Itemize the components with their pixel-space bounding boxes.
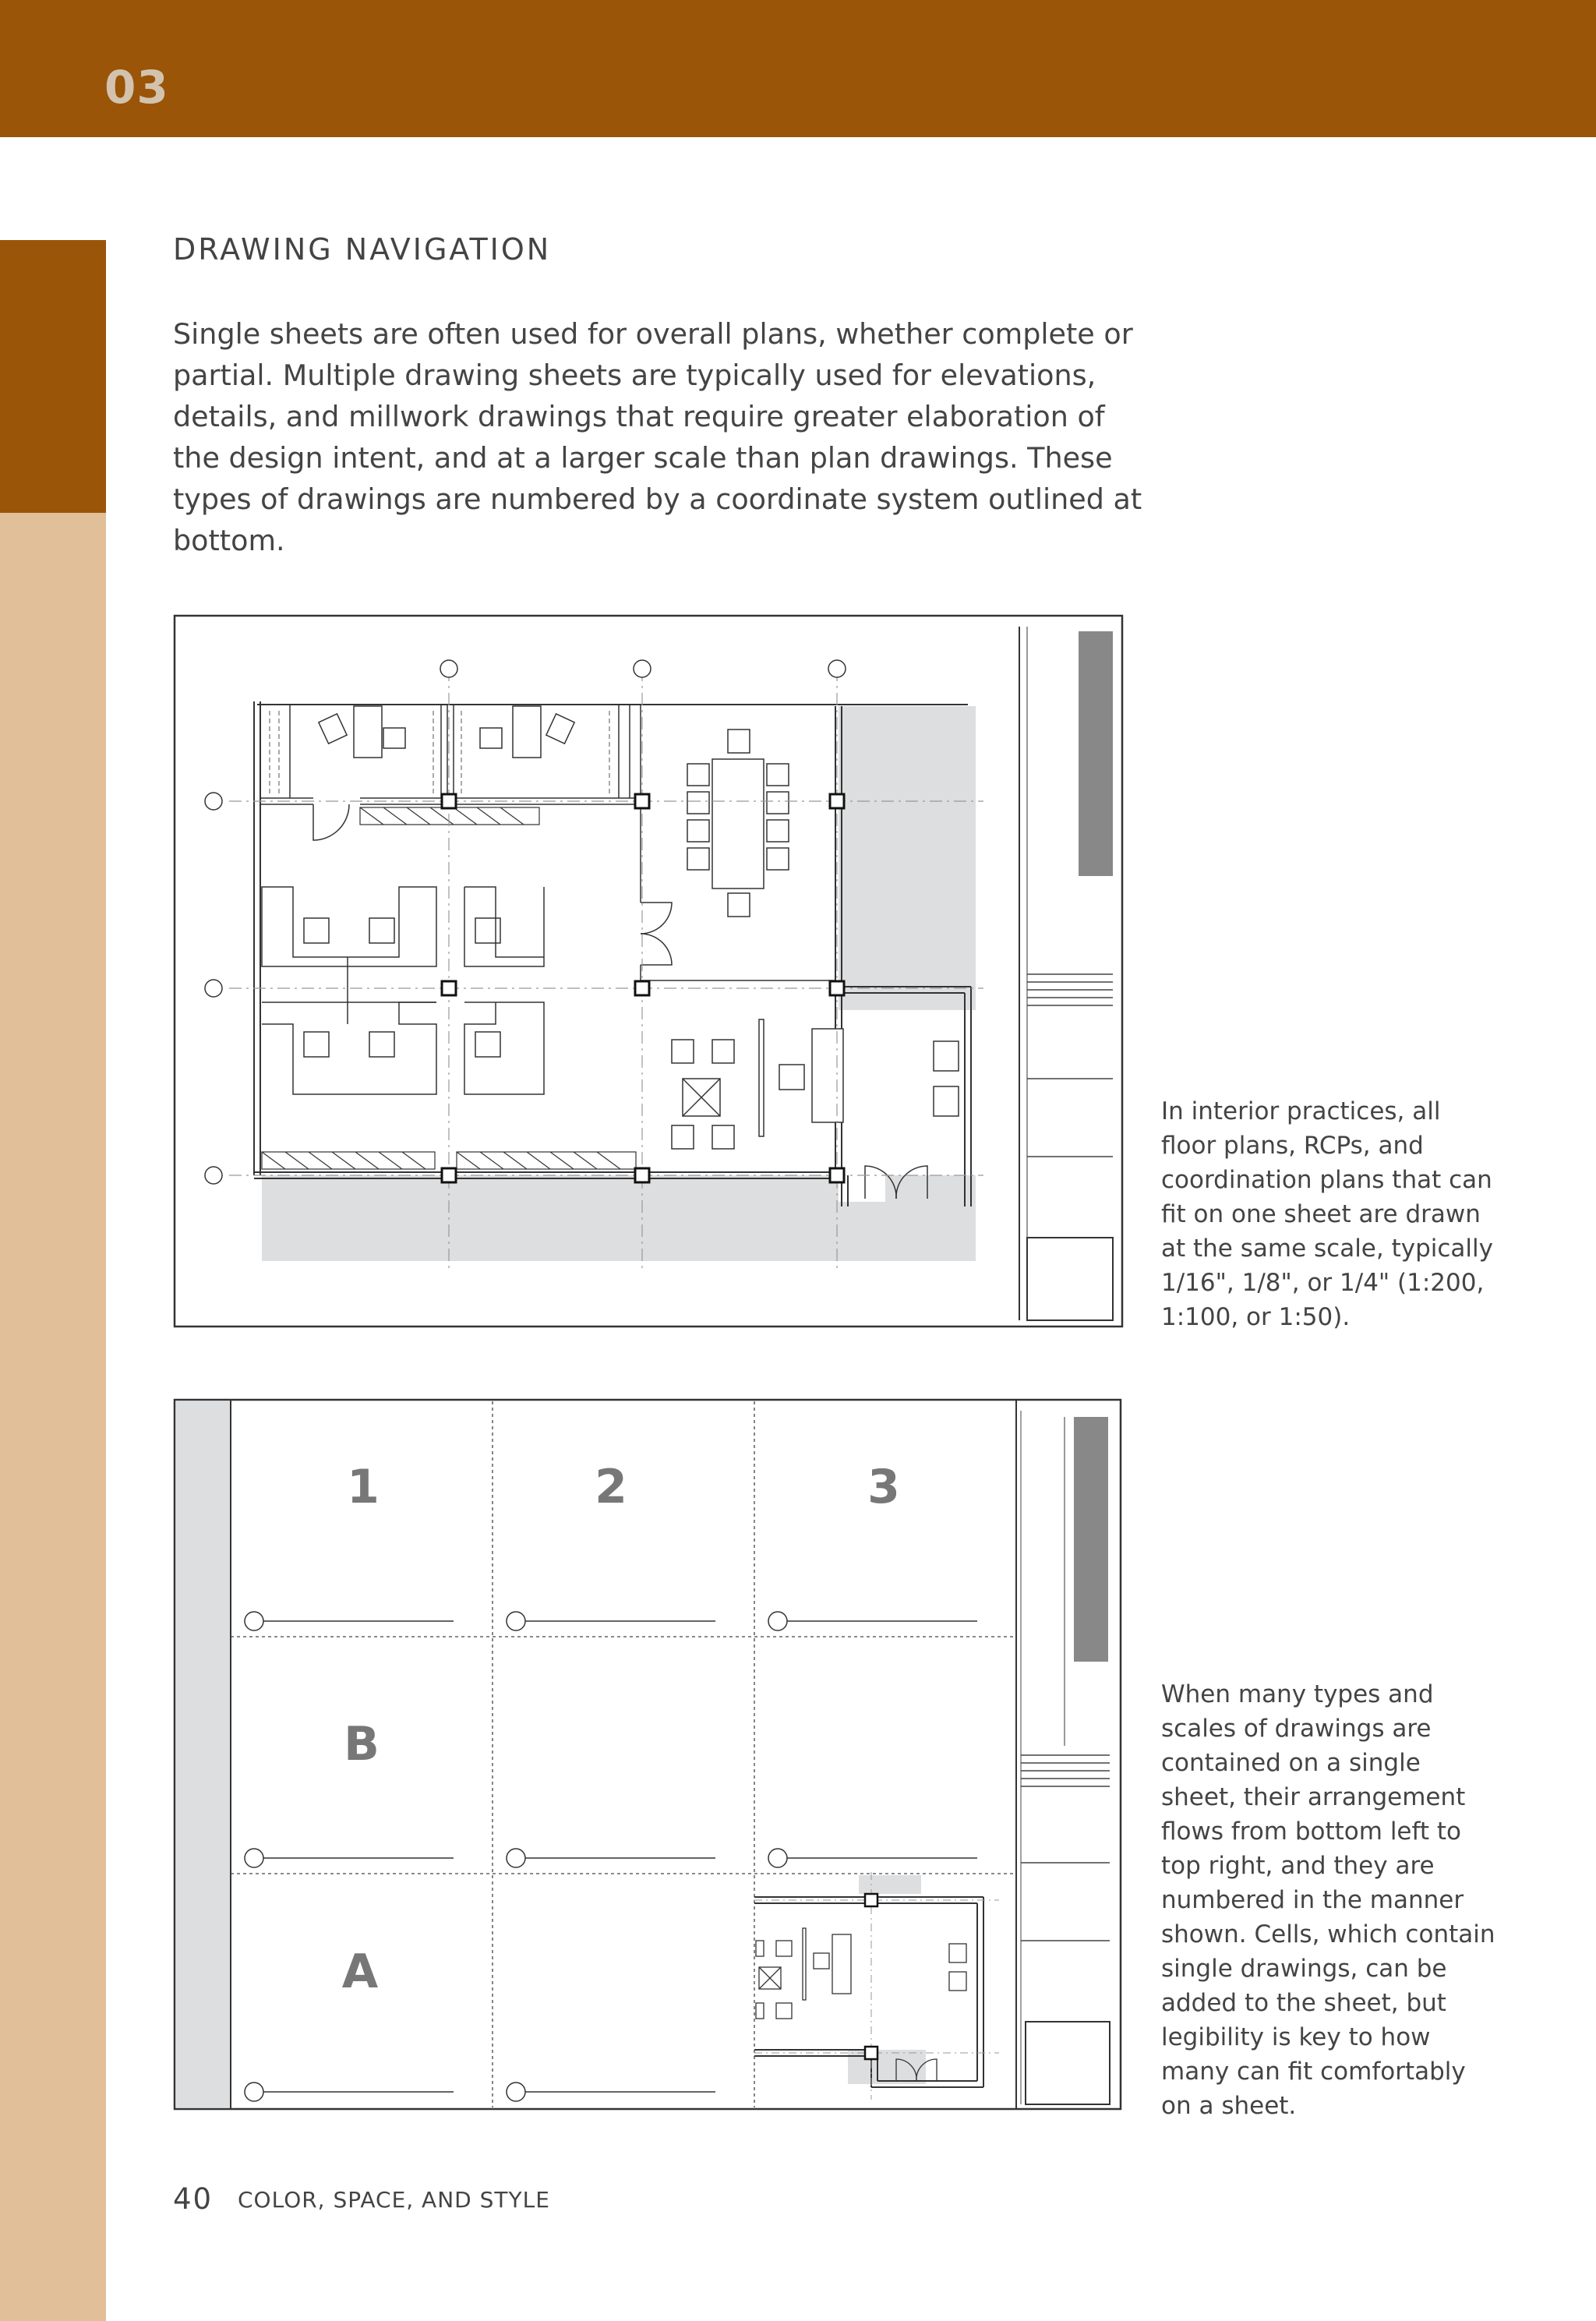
section-heading: DRAWING NAVIGATION [173, 232, 552, 267]
scale-one-quarter: 1/4" [1340, 1269, 1390, 1297]
caption-separator: , [1226, 1269, 1234, 1297]
row-label-b: B [344, 1717, 380, 1772]
metric-scales: (1:200, 1:100, or 1:50). [1161, 1269, 1485, 1331]
column-label-1: 1 [347, 1460, 380, 1514]
running-footer-title: COLOR, SPACE, AND STYLE [238, 2187, 550, 2213]
figure1-caption [1161, 1094, 1496, 1334]
intro-paragraph: Single sheets are often used for overall plans, whether complete or partial. Multiple drawing sheets are typically used for elevations, details, and millwork drawings that require greater elaboration of the design intent, and at a larger scale than plan drawings. These types of drawings are numbered by a coordinate system outlined at bottom. [173, 317, 1142, 557]
column-label-3: 3 [867, 1460, 900, 1514]
chapter-number: 03 [104, 61, 169, 114]
side-tab-light [0, 513, 106, 2321]
scale-one-sixteenth: 1/16" [1161, 1269, 1227, 1297]
top-band [0, 0, 1596, 137]
column-label-2: 2 [595, 1460, 627, 1514]
figure1-caption-text: In interior practices, all floor plans, RCPs, and coordination plans that can fit on one sheet are drawn at the same scale, typically [1161, 1097, 1493, 1263]
sheet-grid-figure [173, 1398, 1125, 2112]
row-label-a: A [341, 1945, 379, 1999]
figure2-caption: When many types and scales of drawings are contained on a single sheet, their arrangement flows from bottom left to top right, and they are numbered in the manner shown. Cells, which contain single drawings, can be added to the sheet, but legibility is key to how many can fit comfortably on a sheet. [1161, 1680, 1495, 2120]
caption-separator: , or [1291, 1269, 1333, 1297]
side-tab-dark [0, 240, 106, 513]
page-number: 40 [173, 2182, 214, 2216]
scale-one-eighth: 1/8" [1241, 1269, 1292, 1297]
floor-plan-figure [173, 614, 1125, 1330]
